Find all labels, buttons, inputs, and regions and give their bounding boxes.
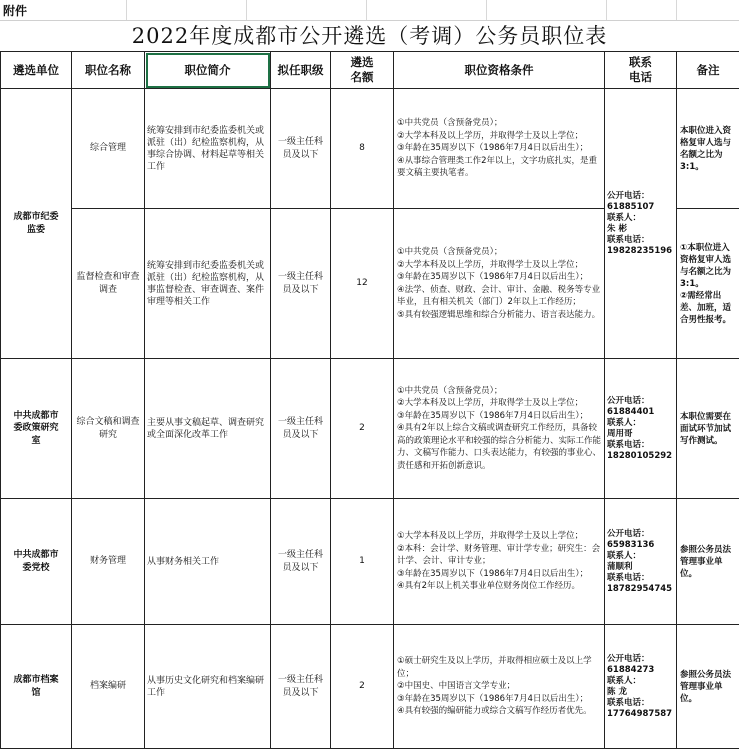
position-table xyxy=(0,51,739,749)
intro-cell[interactable]: 统筹安排到市纪委监委机关或派驻（出）纪检监察机构，从事综合协调、材料起草等相关工作 xyxy=(145,89,271,209)
table-row xyxy=(1,625,739,749)
contact-line: 联系电话： xyxy=(607,440,674,451)
note-cell[interactable] xyxy=(677,359,739,499)
contact-line: 19828235196 xyxy=(607,246,674,257)
condition-line: ①中共党员（含预备党员）； xyxy=(397,385,601,398)
quota-cell[interactable]: 8 xyxy=(331,89,394,209)
contact-line: 61885107 xyxy=(607,202,674,213)
note-line: 本职位需要在面试环节加试写作测试。 xyxy=(680,411,736,447)
condition-line: ④具有2年以上综合文稿或调查研究工作经历，具备较高的政策理论水平和较强的综合分析能力、实际工作能力、文稿写作能力、口头表达能力，有较强的事业心、责任感和开拓创新意识。 xyxy=(397,422,601,472)
condition-line: ④法学、侦查、财政、会计、审计、金融、税务等专业毕业，且有相关机关（部门）2年以上工作经历； xyxy=(397,284,601,309)
contact-cell[interactable] xyxy=(605,625,677,749)
condition-line: ①大学本科及以上学历，并取得学士及以上学位； xyxy=(397,530,601,543)
condition-line: ③年龄在35周岁以下（1986年7月4日以后出生）； xyxy=(397,693,601,706)
condition-line: ①中共党员（含预备党员）； xyxy=(397,246,601,259)
contact-line: 65983136 xyxy=(607,540,674,551)
position-cell[interactable]: 财务管理 xyxy=(72,499,145,625)
quota-cell[interactable]: 2 xyxy=(331,625,394,749)
contact-cell[interactable] xyxy=(605,499,677,625)
position-cell[interactable]: 综合文稿和调查研究 xyxy=(72,359,145,499)
header-contact[interactable] xyxy=(605,52,677,89)
conditions-cell[interactable] xyxy=(394,499,605,625)
spreadsheet-top-row xyxy=(0,0,739,21)
level-cell[interactable] xyxy=(271,89,331,209)
quota-cell[interactable]: 2 xyxy=(331,359,394,499)
note-cell[interactable] xyxy=(677,625,739,749)
contact-line: 周用哥 xyxy=(607,429,674,440)
condition-line: ③年龄在35周岁以下（1986年7月4日以后出生）； xyxy=(397,142,601,155)
header-row xyxy=(1,52,739,89)
quota-cell[interactable]: 1 xyxy=(331,499,394,625)
level-cell[interactable] xyxy=(271,499,331,625)
contact-line: 61884401 xyxy=(607,407,674,418)
contact-line: 联系人： xyxy=(607,418,674,429)
unit-cell[interactable] xyxy=(1,359,72,499)
contact-line: 17764987587 xyxy=(607,709,674,720)
header-quota[interactable] xyxy=(331,52,394,89)
condition-line: ②大学本科及以上学历，并取得学士及以上学位； xyxy=(397,397,601,410)
note-line: ①本职位进入资格复审人选与名额之比为3:1。 xyxy=(680,242,736,290)
position-cell[interactable]: 监督检查和审查调查 xyxy=(72,209,145,359)
note-cell[interactable] xyxy=(677,89,739,209)
unit-text: 成都市纪委监委 xyxy=(12,211,60,236)
note-line: 本职位进入资格复审人选与名额之比为3:1。 xyxy=(680,125,736,173)
position-cell[interactable]: 综合管理 xyxy=(72,89,145,209)
unit-text: 中共成都市委政策研究室 xyxy=(12,410,60,448)
unit-cell[interactable] xyxy=(1,89,72,359)
condition-line: ①中共党员（含预备党员）； xyxy=(397,117,601,130)
contact-line: 朱 彬 xyxy=(607,224,674,235)
conditions-cell[interactable] xyxy=(394,359,605,499)
header-unit[interactable]: 遴选单位 xyxy=(1,52,72,89)
contact-line: 公开电话： xyxy=(607,529,674,540)
contact-line: 18782954745 xyxy=(607,584,674,595)
condition-line: ④从事综合管理类工作2年以上，文字功底扎实，是重要文稿主要执笔者。 xyxy=(397,155,601,180)
table-row xyxy=(1,499,739,625)
note-line: ②需经常出差、加班，适合男性报考。 xyxy=(680,290,736,326)
condition-line: ②大学本科及以上学历，并取得学士及以上学位； xyxy=(397,259,601,272)
header-contact-text: 联系电话 xyxy=(628,55,654,85)
condition-line: ①硕士研究生及以上学历，并取得相应硕士及以上学位； xyxy=(397,655,601,680)
level-text: 一级主任科员及以下 xyxy=(278,549,324,574)
contact-cell[interactable] xyxy=(605,89,677,359)
level-text: 一级主任科员及以下 xyxy=(278,674,324,699)
attachment-label: 附件 xyxy=(3,2,27,19)
contact-line: 18280105292 xyxy=(607,451,674,462)
contact-line: 陈 龙 xyxy=(607,687,674,698)
contact-line: 联系电话： xyxy=(607,698,674,709)
condition-line: ③年龄在35周岁以下（1986年7月4日以后出生）； xyxy=(397,410,601,423)
level-text: 一级主任科员及以下 xyxy=(278,136,324,161)
contact-line: 公开电话： xyxy=(607,654,674,665)
level-text: 一级主任科员及以下 xyxy=(278,271,324,296)
note-line: 参照公务员法管理事业单位。 xyxy=(680,669,736,705)
intro-cell[interactable]: 从事历史文化研究和档案编研工作 xyxy=(145,625,271,749)
condition-line: ②大学本科及以上学历，并取得学士及以上学位； xyxy=(397,130,601,143)
level-cell[interactable] xyxy=(271,359,331,499)
table-row xyxy=(1,89,739,209)
level-text: 一级主任科员及以下 xyxy=(278,416,324,441)
intro-cell[interactable]: 从事财务相关工作 xyxy=(145,499,271,625)
contact-line: 蒲顺利 xyxy=(607,562,674,573)
contact-line: 公开电话： xyxy=(607,396,674,407)
condition-line: ②中国史、中国语言文学专业； xyxy=(397,680,601,693)
contact-line: 联系人： xyxy=(607,676,674,687)
contact-line: 公开电话： xyxy=(607,191,674,202)
note-cell[interactable] xyxy=(677,499,739,625)
conditions-cell[interactable] xyxy=(394,625,605,749)
header-position[interactable]: 职位名称 xyxy=(72,52,145,89)
condition-line: ⑤具有较强逻辑思维和综合分析能力、语言表达能力。 xyxy=(397,309,601,322)
contact-line: 61884273 xyxy=(607,665,674,676)
note-line: 参照公务员法管理事业单位。 xyxy=(680,544,736,580)
unit-text: 中共成都市委党校 xyxy=(12,549,60,574)
conditions-cell[interactable] xyxy=(394,209,605,359)
header-quota-text: 遴选名额 xyxy=(349,55,375,85)
page-title: 2022年度成都市公开遴选（考调）公务员职位表 xyxy=(0,21,739,51)
contact-line: 联系人： xyxy=(607,551,674,562)
note-cell[interactable] xyxy=(677,209,739,359)
contact-line: 联系电话： xyxy=(607,573,674,584)
unit-cell[interactable] xyxy=(1,625,72,749)
unit-text: 成都市档案馆 xyxy=(12,674,60,699)
condition-line: ③年龄在35周岁以下（1986年7月4日以后出生）； xyxy=(397,568,601,581)
header-note[interactable]: 备注 xyxy=(677,52,739,89)
quota-cell[interactable]: 12 xyxy=(331,209,394,359)
contact-line: 联系电话： xyxy=(607,235,674,246)
contact-cell[interactable] xyxy=(605,359,677,499)
level-cell[interactable] xyxy=(271,625,331,749)
position-cell[interactable]: 档案编研 xyxy=(72,625,145,749)
intro-cell[interactable]: 统筹安排到市纪委监委机关或派驻（出）纪检监察机构，从事监督检查、审查调查、案件审理等相关工作 xyxy=(145,209,271,359)
header-level[interactable]: 拟任职级 xyxy=(271,52,331,89)
unit-cell[interactable] xyxy=(1,499,72,625)
conditions-cell[interactable] xyxy=(394,89,605,209)
condition-line: ②本科：会计学、财务管理、审计学专业；研究生：会计学、会计、审计专业； xyxy=(397,543,601,568)
condition-line: ④具有2年以上机关事业单位财务岗位工作经历。 xyxy=(397,580,601,593)
contact-line: 联系人： xyxy=(607,213,674,224)
header-conditions[interactable]: 职位资格条件 xyxy=(394,52,605,89)
level-cell[interactable] xyxy=(271,209,331,359)
intro-cell[interactable]: 主要从事文稿起草、调查研究或全面深化改革工作 xyxy=(145,359,271,499)
header-intro[interactable]: 职位简介 xyxy=(145,52,271,89)
condition-line: ④具有较强的编研能力或综合文稿写作经历者优先。 xyxy=(397,705,601,718)
condition-line: ③年龄在35周岁以下（1986年7月4日以后出生）； xyxy=(397,271,601,284)
table-row xyxy=(1,359,739,499)
